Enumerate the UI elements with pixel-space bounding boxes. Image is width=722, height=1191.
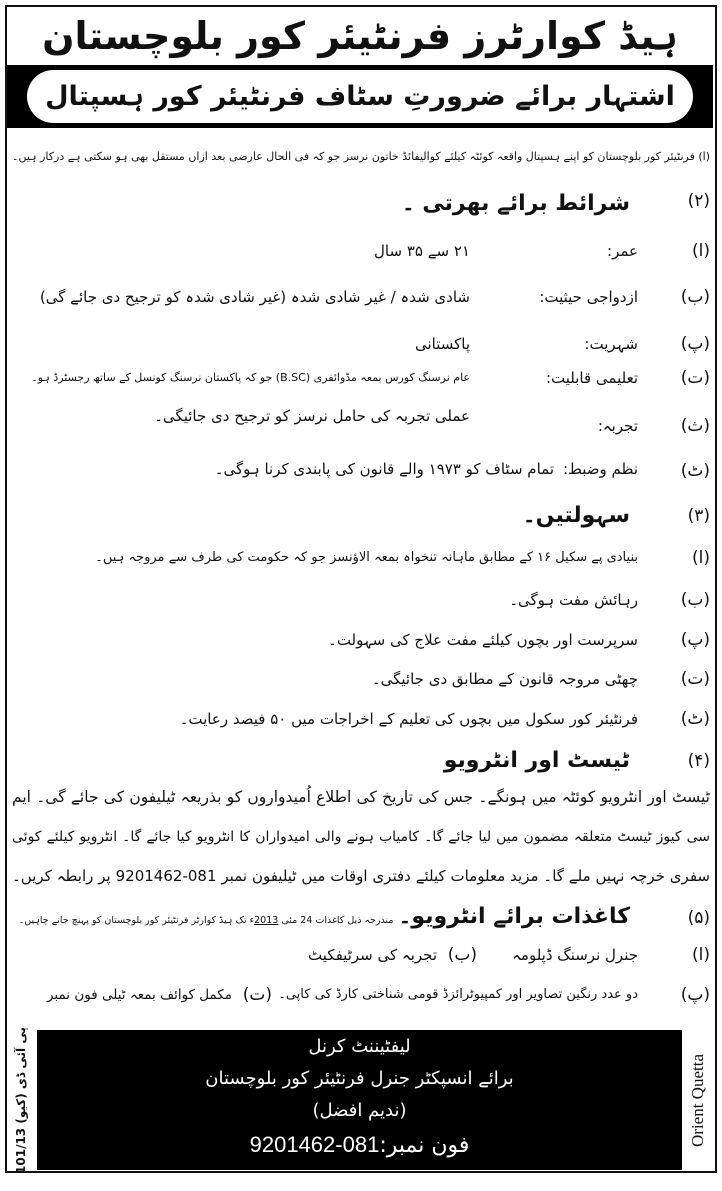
s5-item-text: مکمل کوائف بمعہ ٹیلی فون نمبر xyxy=(46,987,232,1003)
s2-item-value: عملی تجربہ کی حامل نرسز کو ترجیح دی جائیگی۔ xyxy=(154,407,470,425)
note-rest: ء تک ہیڈ کوارٹر فرنٹیئر کور بلوچستان کو پہنچ جانے چاہیں۔ xyxy=(18,915,255,926)
s2-item-marker: (ٹ) xyxy=(680,461,710,481)
signature-block xyxy=(37,1030,682,1170)
subtitle-band xyxy=(7,65,713,128)
signature-phone-line xyxy=(37,1132,682,1158)
s2-item-value: ۲۱ سے ۳۵ سال xyxy=(374,242,470,260)
s5-item-text: تجربہ کی سرٹیفکیٹ xyxy=(308,946,437,964)
section-4-line: سی کیوز ٹیسٹ متعلقہ مضمون میں لیا جائے گا۔ کامیاب ہونے والی امیدواران کا انٹرویو کیا جائے گا۔ انٹرویو کیلئے کوئی xyxy=(12,829,710,845)
section-4-line: ٹیسٹ اور انٹرویو کوئٹہ میں ہونگے۔ جس کی تاریخ کی اطلاع اُمیدواروں کو بذریعہ ٹیلیفون کی جائے گی۔ ایم xyxy=(12,788,710,806)
s2-item-label: نظم وضبط: xyxy=(562,460,638,478)
section-4-line: سفری خرچہ نہیں ملے گا۔ مزید معلومات کیلئے دفتری اوقات میں ٹیلیفون نمبر 081-9201462 پر رابطہ کریں۔ xyxy=(12,867,710,885)
agency-credit xyxy=(684,1030,712,1170)
s3-item-marker: (پ) xyxy=(680,630,710,650)
intro-paragraph: (ا) فرنٹیئر کور بلوچستان کو اپنے ہسپتال واقعہ کوئٹہ کیلئے کوالیفائڈ خاتون نرسز جو کہ فی الحال عارضی بعد ازاں مستقل بھی ہو سکتی ہے درکار ہیں۔ xyxy=(12,150,710,163)
section-5-header xyxy=(19,902,630,932)
section-3-heading: سہولتیں۔ xyxy=(522,503,630,528)
signature-rank: لیفٹیننٹ کرنل xyxy=(308,1036,411,1057)
section-4-marker: (۴) xyxy=(687,751,710,771)
s2-item-marker: (پ) xyxy=(680,334,710,354)
section-5-heading: کاغذات برائے انٹرویو۔ xyxy=(398,904,630,929)
s2-item-marker: (ث) xyxy=(680,416,710,436)
section-5-note xyxy=(19,915,394,926)
phone-number: 081-9201462 xyxy=(249,1132,380,1157)
s3-item-text: چھٹی مروجہ قانون کے مطابق دی جائیگی۔ xyxy=(371,670,638,688)
s3-item-text: رہائش مفت ہوگی۔ xyxy=(509,591,638,609)
s2-item-marker: (ب) xyxy=(680,287,710,307)
section-4-heading: ٹیسٹ اور انٹرویو xyxy=(443,748,630,773)
note-date: مندرجہ ذیل کاغذات 24 مئی xyxy=(281,915,394,926)
page-title: ہیڈ کوارٹرز فرنٹیئر کور بلوچستان xyxy=(42,14,678,58)
s3-item-text: بنیادی پے سکیل ۱۶ کے مطابق ماہانہ تنخواہ بمعہ الاؤنسز جو کہ حکومت کی طرف سے مروجہ ہیں۔ xyxy=(95,550,638,565)
s3-item-marker: (ب) xyxy=(680,590,710,610)
s2-item-label: تجربہ: xyxy=(597,417,638,435)
reference-code xyxy=(8,1026,34,1174)
s3-item-text: سرپرست اور بچوں کیلئے مفت علاج کی سہولت۔ xyxy=(328,631,638,649)
s2-item-value: پاکستانی xyxy=(414,335,470,353)
s2-item-value: عام نرسنگ کورس بمعہ مڈوائفری (B.SC) جو کہ پاکستان نرسنگ کونسل کے ساتھ رجسٹرڈ ہو۔ xyxy=(31,371,470,384)
s3-item-text: فرنٹیئر کور سکول میں بچوں کی تعلیم کے اخراجات میں ۵۰ فیصد رعایت۔ xyxy=(179,710,638,728)
s2-item-label: عمر: xyxy=(607,242,638,260)
s3-item-marker: (ا) xyxy=(692,548,710,568)
s2-item-marker: (ا) xyxy=(692,241,710,261)
s2-item-label: ازدواجی حیثیت: xyxy=(539,288,638,306)
agency-credit-text: Orient Quetta xyxy=(688,1053,707,1147)
phone-label: فون نمبر: xyxy=(379,1133,470,1158)
s5-item-marker: (ا) xyxy=(692,945,710,965)
section-3-marker: (۳) xyxy=(687,506,710,526)
note-year: 2013 xyxy=(254,915,279,926)
s5-item-marker: (ب) xyxy=(447,945,477,965)
s2-item-label: شہریت: xyxy=(584,335,638,353)
subtitle: اشتہار برائے ضرورتِ سٹاف فرنٹیئر کور ہسپتال xyxy=(27,70,693,123)
s2-item-value: شادی شدہ / غیر شادی شدہ (غیر شادی شدہ کو ترجیح دی جائے گی) xyxy=(39,288,470,306)
s3-item-marker: (ٹ) xyxy=(680,709,710,729)
reference-code-text: پی آئی ڈی (کیو) 101/13 xyxy=(14,1026,28,1174)
s5-item-text: دو عدد رنگین تصاویر اور کمپیوٹرائزڈ قومی شناختی کارڈ کی کاپی۔ xyxy=(278,987,638,1002)
s3-item-marker: (ت) xyxy=(680,669,710,689)
s5-item-text: جنرل نرسنگ ڈپلومہ xyxy=(512,946,638,964)
section-2-heading: شرائط برائے بھرتی ۔ xyxy=(401,191,630,216)
signature-name: (ندیم افضل) xyxy=(312,1100,407,1121)
signature-for: برائے انسپکٹر جنرل فرنٹیئر کور بلوچستان xyxy=(205,1068,514,1089)
s2-item-label: تعلیمی قابلیت: xyxy=(545,369,638,387)
s5-item-marker: (پ) xyxy=(680,985,710,1005)
s2-item-marker: (ت) xyxy=(680,368,710,388)
section-2-marker: (۲) xyxy=(687,191,710,211)
s5-item-marker: (ت) xyxy=(242,985,272,1005)
section-5-marker: (۵) xyxy=(687,908,710,928)
s2-item-value: تمام سٹاف کو ۱۹۷۳ والے قانون کی پابندی کرنا ہوگی۔ xyxy=(214,460,554,478)
